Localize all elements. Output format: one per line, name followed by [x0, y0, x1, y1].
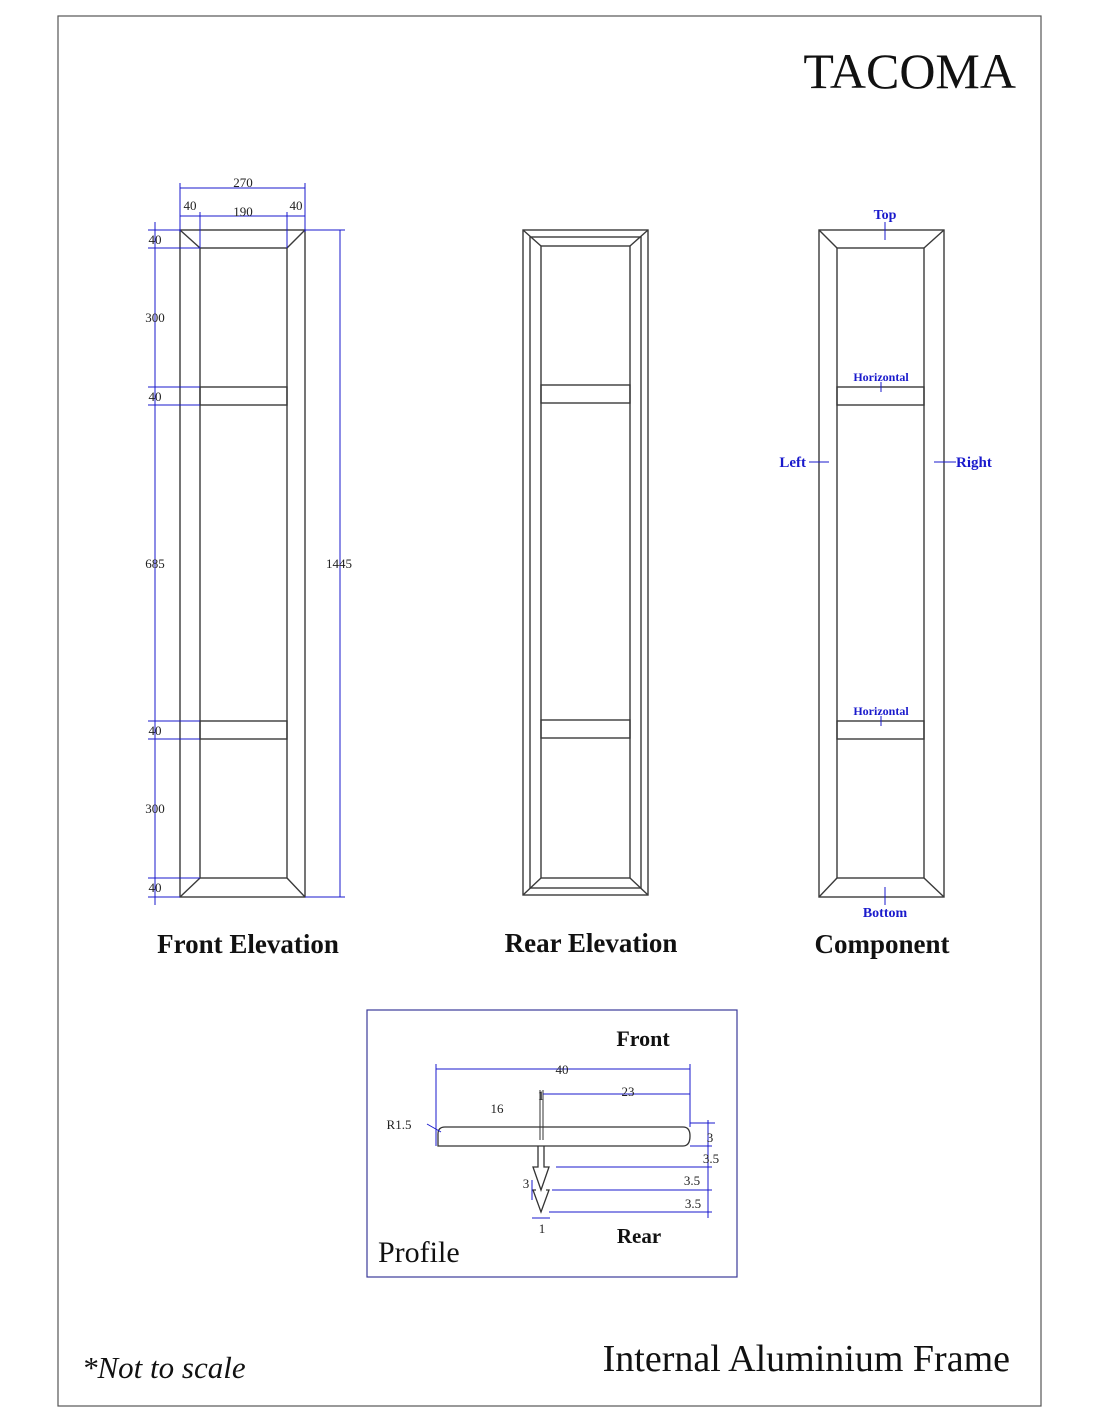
leader-line [427, 1124, 441, 1132]
component-outer-frame [819, 230, 944, 897]
front-outer-frame [180, 230, 305, 897]
rear-miter [523, 878, 541, 895]
product-title: Internal Aluminium Frame [602, 1338, 1010, 1380]
dim-profile-right: 23 [621, 1084, 635, 1099]
dim-vertical: 300 [145, 801, 165, 816]
rear-inner-frame [541, 246, 630, 878]
dim-profile-left: 16 [490, 1101, 504, 1116]
component-miter [924, 230, 944, 248]
dim-vertical: 685 [145, 556, 165, 571]
dim-vertical: 40 [148, 232, 162, 247]
front-miter [287, 230, 305, 248]
dim-right-stile: 40 [289, 198, 303, 213]
component-caption: Component [814, 929, 950, 959]
component-miter [819, 230, 837, 248]
label-horizontal-upper: Horizontal [853, 370, 909, 384]
component-miter [819, 878, 837, 897]
dim-vertical: 40 [148, 389, 162, 404]
component-miter [924, 878, 944, 897]
dim-inner-width: 190 [233, 204, 253, 219]
front-miter [180, 878, 200, 897]
profile-front-label: Front [616, 1026, 670, 1051]
dim-vertical: 40 [148, 723, 162, 738]
rear-middle-frame [530, 237, 641, 888]
label-left: Left [779, 455, 806, 471]
dim-left-stile: 40 [183, 198, 197, 213]
front-miter [287, 878, 305, 897]
dim-profile-slot: 1 [537, 1088, 545, 1103]
profile-rear-label: Rear [616, 1224, 662, 1248]
label-horizontal-lower: Horizontal [853, 704, 909, 718]
rear-elevation [505, 230, 678, 958]
dim-profile-step2: 3.5 [683, 1173, 701, 1188]
profile-barb [533, 1190, 549, 1212]
dim-profile-thickness: 3 [706, 1130, 714, 1145]
front-horizontal-rail-upper [200, 387, 287, 405]
brand-title: TACOMA [803, 43, 1016, 99]
rear-horizontal-rail-upper [541, 385, 630, 403]
rear-miter [523, 230, 541, 246]
rear-horizontal-rail-lower [541, 720, 630, 738]
rear-outer-frame [523, 230, 648, 895]
label-bottom: Bottom [862, 906, 908, 921]
dim-overall-height: 1445 [326, 556, 352, 571]
profile-label: Profile [378, 1236, 460, 1269]
front-elevation [145, 175, 352, 959]
label-top: Top [873, 208, 897, 223]
dim-profile-side: 3 [522, 1176, 530, 1191]
dim-profile-step3: 3.5 [684, 1196, 702, 1211]
dim-profile-width: 40 [555, 1062, 569, 1077]
rear-miter [630, 230, 648, 246]
profile-stem [533, 1146, 549, 1190]
rear-miter [630, 878, 648, 895]
dim-profile-tip: 1 [538, 1221, 546, 1236]
dim-overall-width: 270 [233, 175, 253, 190]
dim-profile-radius: R1.5 [386, 1117, 412, 1132]
not-to-scale-note: *Not to scale [82, 1350, 246, 1385]
profile-detail [367, 1010, 737, 1277]
component-inner-opening [837, 248, 924, 878]
rear-elevation-caption: Rear Elevation [504, 928, 678, 958]
front-horizontal-rail-lower [200, 721, 287, 739]
label-right: Right [956, 455, 992, 471]
front-inner-opening [200, 248, 287, 878]
dim-profile-step1: 3.5 [702, 1151, 720, 1166]
front-miter [180, 230, 200, 248]
front-elevation-caption: Front Elevation [157, 929, 339, 959]
profile-flange [438, 1127, 690, 1146]
component-view [779, 208, 992, 959]
dim-vertical: 300 [145, 310, 165, 325]
dim-vertical: 40 [148, 880, 162, 895]
